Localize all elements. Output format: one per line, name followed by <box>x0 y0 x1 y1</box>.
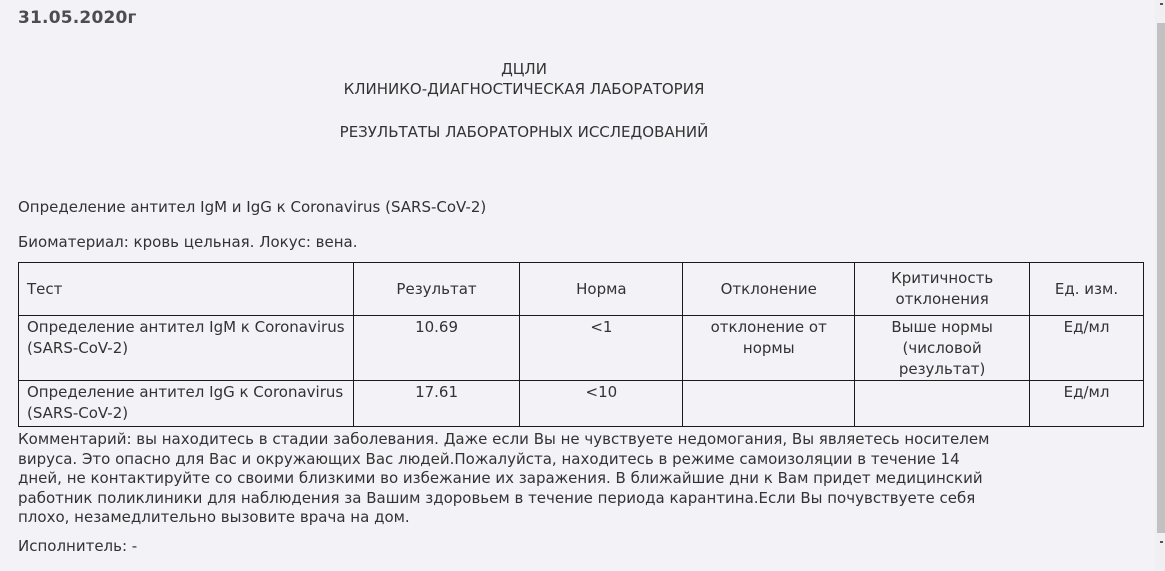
table-row <box>19 381 1144 427</box>
cell-result: 10.69 <box>353 316 520 381</box>
header-norm: Норма <box>520 263 683 316</box>
scroll-down-arrow-icon[interactable] <box>1160 541 1163 543</box>
cell-deviation: отклонение от нормы <box>683 316 855 381</box>
comment-text: Комментарий: вы находитесь в стадии заболевания. Даже если Вы не чувствуете недомогания, Вы являетесь носителем вируса. Это опасно для Вас и окружающих Вас людей.Пожалуйста, находитесь в режиме самоизоляции в течение 14 дней, не контактируйте со своими близкими во избежание их заражения. В ближайшие дни к Вам придет медицинский работник поликлиники для наблюдения за Вашим здоровьем в течение периода карантина.Если Вы почувствуете себя плохо, незамедлительно вызовите врача на дом. <box>18 430 990 526</box>
header-unit: Ед. изм. <box>1030 263 1144 316</box>
section-title: РЕЗУЛЬТАТЫ ЛАБОРАТОРНЫХ ИССЛЕДОВАНИЙ <box>339 123 709 141</box>
table-row <box>19 316 1144 381</box>
executor-text: Исполнитель: - <box>18 537 138 555</box>
header-test: Тест <box>19 263 354 316</box>
cell-criticality <box>855 381 1030 427</box>
scroll-up-arrow-icon[interactable] <box>1160 3 1163 5</box>
cell-test: Определение антител IgG к Coronavirus (SARS-CoV-2) <box>19 381 354 427</box>
cell-unit: Ед/мл <box>1030 381 1144 427</box>
cell-criticality: Выше нормы (числовой результат) <box>855 316 1030 381</box>
header-result: Результат <box>353 263 520 316</box>
biomaterial-info: Биоматериал: кровь цельная. Локус: вена. <box>18 233 358 251</box>
report-date: 31.05.2020г <box>18 8 137 28</box>
header-deviation: Отклонение <box>683 263 855 316</box>
cell-test: Определение антител IgM к Coronavirus (SARS-CoV-2) <box>19 316 354 381</box>
cell-deviation <box>683 381 855 427</box>
cell-result: 17.61 <box>353 381 520 427</box>
scrollbar-thumb[interactable] <box>1157 23 1165 533</box>
cell-norm: <1 <box>520 316 683 381</box>
header-criticality: Критичность отклонения <box>855 263 1030 316</box>
laboratory-name: КЛИНИКО-ДИАГНОСТИЧЕСКАЯ ЛАБОРАТОРИЯ <box>343 80 705 98</box>
cell-norm: <10 <box>520 381 683 427</box>
table-header-row <box>19 263 1144 316</box>
organization-name: ДЦЛИ <box>501 60 547 78</box>
cell-unit: Ед/мл <box>1030 316 1144 381</box>
test-title: Определение антител IgM и IgG к Coronavirus (SARS-CoV-2) <box>18 198 487 216</box>
results-table <box>18 262 1144 427</box>
